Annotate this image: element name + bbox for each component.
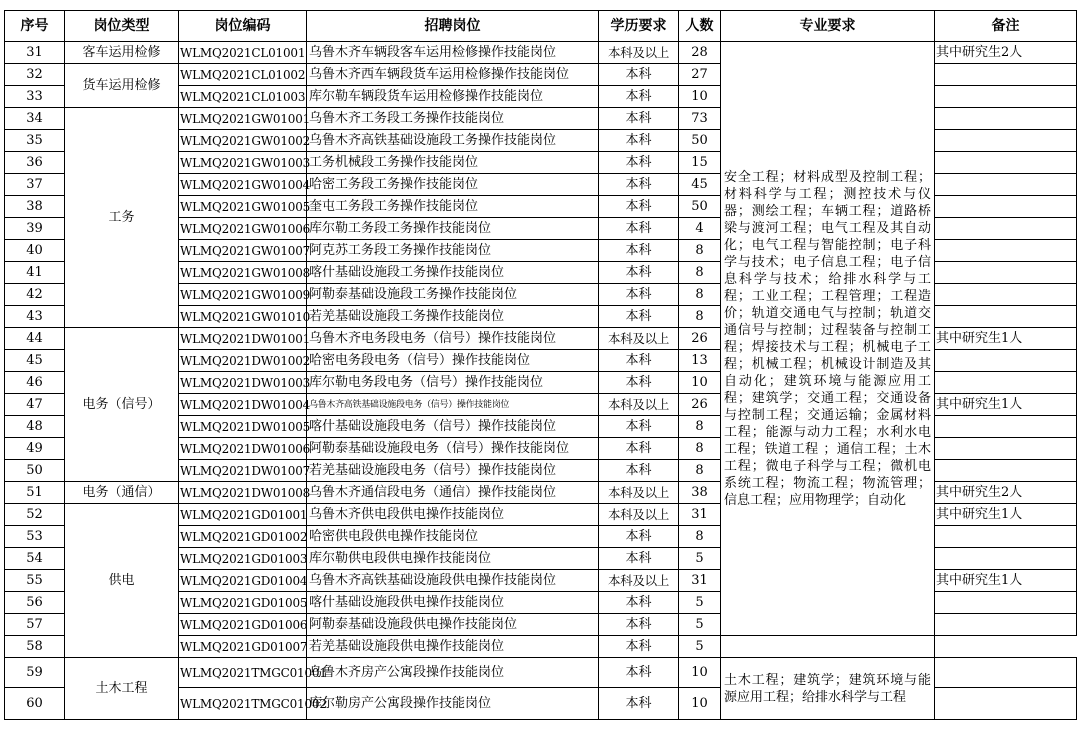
cell-post: 哈密电务段电务（信号）操作技能岗位 bbox=[307, 350, 599, 372]
cell-post: 库尔勒工务段工务操作技能岗位 bbox=[307, 218, 599, 240]
major-civil-text: 土木工程；建筑学；建筑环境与能源应用工程；给排水科学与工程 bbox=[724, 672, 931, 705]
cell-edu: 本科 bbox=[599, 592, 679, 614]
cell-note bbox=[935, 174, 1077, 196]
cell-code: WLMQ2021GW01010 bbox=[179, 306, 307, 328]
cell-post: 哈密供电段供电操作技能岗位 bbox=[307, 526, 599, 548]
cell-code: WLMQ2021DW01001 bbox=[179, 328, 307, 350]
cell-post: 阿勒泰基础设施段工务操作技能岗位 bbox=[307, 284, 599, 306]
cell-count: 10 bbox=[679, 86, 721, 108]
cell-count: 10 bbox=[679, 372, 721, 394]
header-count: 人数 bbox=[679, 11, 721, 42]
cell-count: 31 bbox=[679, 570, 721, 592]
cell-edu: 本科 bbox=[599, 218, 679, 240]
cell-count: 5 bbox=[679, 592, 721, 614]
cell-code: WLMQ2021GW01002 bbox=[179, 130, 307, 152]
cell-code: WLMQ2021GD01003 bbox=[179, 548, 307, 570]
cell-type: 客车运用检修 bbox=[65, 42, 179, 64]
cell-count: 10 bbox=[679, 688, 721, 720]
cell-seq: 32 bbox=[5, 64, 65, 86]
cell-seq: 33 bbox=[5, 86, 65, 108]
cell-count: 10 bbox=[679, 658, 721, 688]
cell-code: WLMQ2021TMGC01002 bbox=[179, 688, 307, 720]
cell-seq: 59 bbox=[5, 658, 65, 688]
cell-edu: 本科及以上 bbox=[599, 394, 679, 416]
cell-count: 73 bbox=[679, 108, 721, 130]
cell-post: 哈密工务段工务操作技能岗位 bbox=[307, 174, 599, 196]
cell-seq: 53 bbox=[5, 526, 65, 548]
cell-code: WLMQ2021GW01008 bbox=[179, 262, 307, 284]
cell-seq: 36 bbox=[5, 152, 65, 174]
cell-edu: 本科及以上 bbox=[599, 42, 679, 64]
cell-code: WLMQ2021GW01007 bbox=[179, 240, 307, 262]
cell-code: WLMQ2021DW01006 bbox=[179, 438, 307, 460]
cell-code: WLMQ2021GW01009 bbox=[179, 284, 307, 306]
cell-code: WLMQ2021GW01001 bbox=[179, 108, 307, 130]
cell-note bbox=[935, 152, 1077, 174]
cell-post: 喀什基础设施段工务操作技能岗位 bbox=[307, 262, 599, 284]
cell-seq: 49 bbox=[5, 438, 65, 460]
header-code: 岗位编码 bbox=[179, 11, 307, 42]
cell-note: 其中研究生1人 bbox=[935, 570, 1077, 592]
cell-note bbox=[935, 614, 1077, 636]
cell-count: 50 bbox=[679, 130, 721, 152]
header-type: 岗位类型 bbox=[65, 11, 179, 42]
cell-count: 4 bbox=[679, 218, 721, 240]
cell-post: 乌鲁木齐工务段工务操作技能岗位 bbox=[307, 108, 599, 130]
cell-edu: 本科 bbox=[599, 372, 679, 394]
cell-post: 乌鲁木齐高铁基础设施段供电操作技能岗位 bbox=[307, 570, 599, 592]
cell-count: 8 bbox=[679, 306, 721, 328]
cell-note bbox=[935, 460, 1077, 482]
cell-type: 电务（信号） bbox=[65, 328, 179, 482]
cell-post: 乌鲁木齐电务段电务（信号）操作技能岗位 bbox=[307, 328, 599, 350]
cell-count: 15 bbox=[679, 152, 721, 174]
cell-code: WLMQ2021GW01005 bbox=[179, 196, 307, 218]
cell-post: 库尔勒电务段电务（信号）操作技能岗位 bbox=[307, 372, 599, 394]
cell-seq: 42 bbox=[5, 284, 65, 306]
cell-count: 8 bbox=[679, 284, 721, 306]
cell-post: 喀什基础设施段供电操作技能岗位 bbox=[307, 592, 599, 614]
cell-post: 库尔勒车辆段货车运用检修操作技能岗位 bbox=[307, 86, 599, 108]
cell-note: 其中研究生2人 bbox=[935, 482, 1077, 504]
cell-seq: 38 bbox=[5, 196, 65, 218]
cell-seq: 52 bbox=[5, 504, 65, 526]
cell-code: WLMQ2021DW01002 bbox=[179, 350, 307, 372]
cell-edu: 本科 bbox=[599, 196, 679, 218]
cell-edu: 本科 bbox=[599, 240, 679, 262]
cell-note bbox=[935, 548, 1077, 570]
cell-edu: 本科 bbox=[599, 262, 679, 284]
cell-code: WLMQ2021DW01005 bbox=[179, 416, 307, 438]
cell-note bbox=[935, 86, 1077, 108]
cell-type: 工务 bbox=[65, 108, 179, 328]
cell-post: 乌鲁木齐供电段供电操作技能岗位 bbox=[307, 504, 599, 526]
cell-edu: 本科 bbox=[599, 548, 679, 570]
header-edu: 学历要求 bbox=[599, 11, 679, 42]
cell-post: 喀什基础设施段电务（信号）操作技能岗位 bbox=[307, 416, 599, 438]
cell-seq: 47 bbox=[5, 394, 65, 416]
cell-post: 阿克苏工务段工务操作技能岗位 bbox=[307, 240, 599, 262]
cell-post: 库尔勒房产公寓段操作技能岗位 bbox=[307, 688, 599, 720]
cell-note bbox=[935, 64, 1077, 86]
cell-count: 8 bbox=[679, 240, 721, 262]
cell-seq: 35 bbox=[5, 130, 65, 152]
cell-edu: 本科 bbox=[599, 688, 679, 720]
cell-seq: 50 bbox=[5, 460, 65, 482]
cell-post: 乌鲁木齐房产公寓段操作技能岗位 bbox=[307, 658, 599, 688]
header-note: 备注 bbox=[935, 11, 1077, 42]
cell-count: 38 bbox=[679, 482, 721, 504]
cell-note bbox=[935, 526, 1077, 548]
cell-code: WLMQ2021GD01007 bbox=[179, 636, 307, 658]
cell-note: 其中研究生1人 bbox=[935, 328, 1077, 350]
cell-note bbox=[935, 438, 1077, 460]
cell-note bbox=[935, 240, 1077, 262]
cell-seq: 55 bbox=[5, 570, 65, 592]
cell-count: 5 bbox=[679, 636, 721, 658]
cell-edu: 本科 bbox=[599, 438, 679, 460]
cell-major-civil bbox=[721, 658, 935, 720]
cell-edu: 本科 bbox=[599, 350, 679, 372]
cell-count: 8 bbox=[679, 438, 721, 460]
cell-note bbox=[935, 416, 1077, 438]
cell-edu: 本科 bbox=[599, 416, 679, 438]
cell-type: 货车运用检修 bbox=[65, 64, 179, 108]
cell-post: 乌鲁木齐车辆段客车运用检修操作技能岗位 bbox=[307, 42, 599, 64]
cell-note: 其中研究生1人 bbox=[935, 504, 1077, 526]
cell-code: WLMQ2021GW01003 bbox=[179, 152, 307, 174]
cell-note: 其中研究生1人 bbox=[935, 394, 1077, 416]
cell-post: 工务机械段工务操作技能岗位 bbox=[307, 152, 599, 174]
cell-note bbox=[935, 218, 1077, 240]
cell-count: 8 bbox=[679, 460, 721, 482]
cell-code: WLMQ2021GD01002 bbox=[179, 526, 307, 548]
cell-seq: 58 bbox=[5, 636, 65, 658]
cell-note bbox=[935, 196, 1077, 218]
cell-count: 8 bbox=[679, 416, 721, 438]
cell-note bbox=[935, 284, 1077, 306]
recruitment-table bbox=[4, 10, 1077, 720]
cell-post: 乌鲁木齐高铁基础设施段工务操作技能岗位 bbox=[307, 130, 599, 152]
cell-seq: 48 bbox=[5, 416, 65, 438]
cell-edu: 本科 bbox=[599, 86, 679, 108]
cell-count: 5 bbox=[679, 614, 721, 636]
cell-count: 26 bbox=[679, 328, 721, 350]
recruitment-table-wrapper bbox=[4, 10, 1076, 720]
cell-seq: 44 bbox=[5, 328, 65, 350]
cell-note bbox=[935, 108, 1077, 130]
cell-seq: 46 bbox=[5, 372, 65, 394]
cell-note bbox=[935, 658, 1077, 688]
cell-post: 若羌基础设施段工务操作技能岗位 bbox=[307, 306, 599, 328]
cell-count: 26 bbox=[679, 394, 721, 416]
cell-edu: 本科 bbox=[599, 460, 679, 482]
cell-edu: 本科 bbox=[599, 658, 679, 688]
cell-seq: 60 bbox=[5, 688, 65, 720]
cell-code: WLMQ2021GD01005 bbox=[179, 592, 307, 614]
cell-post: 乌鲁木齐西车辆段货车运用检修操作技能岗位 bbox=[307, 64, 599, 86]
cell-post: 奎屯工务段工务操作技能岗位 bbox=[307, 196, 599, 218]
cell-edu: 本科 bbox=[599, 306, 679, 328]
header-major: 专业要求 bbox=[721, 11, 935, 42]
cell-code: WLMQ2021CL01003 bbox=[179, 86, 307, 108]
cell-post: 若羌基础设施段供电操作技能岗位 bbox=[307, 636, 599, 658]
cell-note bbox=[721, 636, 935, 658]
cell-note bbox=[935, 372, 1077, 394]
cell-post: 乌鲁木齐高铁基础设施段电务（信号）操作技能岗位 bbox=[307, 394, 599, 416]
cell-edu: 本科 bbox=[599, 152, 679, 174]
cell-edu: 本科 bbox=[599, 108, 679, 130]
cell-count: 28 bbox=[679, 42, 721, 64]
cell-count: 13 bbox=[679, 350, 721, 372]
cell-note bbox=[935, 688, 1077, 720]
cell-note bbox=[935, 262, 1077, 284]
cell-count: 8 bbox=[679, 526, 721, 548]
cell-type: 电务（通信） bbox=[65, 482, 179, 504]
cell-code: WLMQ2021TMGC01001 bbox=[179, 658, 307, 688]
table-row bbox=[5, 42, 1077, 64]
cell-edu: 本科 bbox=[599, 526, 679, 548]
major-main-text: 安全工程；材料成型及控制工程；材料科学与工程；测控技术与仪器；测绘工程；车辆工程；道路桥梁与渡河工程；电气工程及其自动化；电气工程与智能控制；电子科学与技术；电子信息工程；电子信息科学与技术；给排水科学与工程；工业工程；工程管理；工程造价；轨道交通电气与控制；轨道交通信号与控制；过程装备与控制工程；焊接技术与工程；机械电子工程；机械工程；机械设计制造及其自动化；建筑环境与能源应用工程；建筑学；交通工程；交通设备与控制工程；交通运输；金属材料工程；能源与动力工程；水利水电工程；铁道工程 ；通信工程；土木工程；微电子科学与工程；微机电系统工程；物流工程；物流管理；信息工程；应用物理学；自动化 bbox=[724, 169, 931, 508]
header-post: 招聘岗位 bbox=[307, 11, 599, 42]
cell-code: WLMQ2021GD01006 bbox=[179, 614, 307, 636]
cell-edu: 本科及以上 bbox=[599, 570, 679, 592]
cell-code: WLMQ2021GW01006 bbox=[179, 218, 307, 240]
cell-edu: 本科 bbox=[599, 636, 679, 658]
cell-seq: 31 bbox=[5, 42, 65, 64]
cell-note bbox=[935, 350, 1077, 372]
cell-seq: 37 bbox=[5, 174, 65, 196]
cell-edu: 本科及以上 bbox=[599, 482, 679, 504]
table-row bbox=[5, 658, 1077, 688]
cell-seq: 34 bbox=[5, 108, 65, 130]
cell-code: WLMQ2021CL01001 bbox=[179, 42, 307, 64]
cell-seq: 40 bbox=[5, 240, 65, 262]
cell-code: WLMQ2021GD01004 bbox=[179, 570, 307, 592]
cell-seq: 54 bbox=[5, 548, 65, 570]
cell-code: WLMQ2021GW01004 bbox=[179, 174, 307, 196]
cell-seq: 43 bbox=[5, 306, 65, 328]
cell-code: WLMQ2021DW01007 bbox=[179, 460, 307, 482]
cell-post: 阿勒泰基础设施段供电操作技能岗位 bbox=[307, 614, 599, 636]
cell-note: 其中研究生2人 bbox=[935, 42, 1077, 64]
cell-count: 27 bbox=[679, 64, 721, 86]
cell-count: 31 bbox=[679, 504, 721, 526]
cell-code: WLMQ2021GD01001 bbox=[179, 504, 307, 526]
cell-type: 土木工程 bbox=[65, 658, 179, 720]
cell-seq: 45 bbox=[5, 350, 65, 372]
cell-code: WLMQ2021DW01008 bbox=[179, 482, 307, 504]
cell-seq: 56 bbox=[5, 592, 65, 614]
cell-count: 8 bbox=[679, 262, 721, 284]
cell-code: WLMQ2021DW01004 bbox=[179, 394, 307, 416]
cell-edu: 本科及以上 bbox=[599, 328, 679, 350]
header-row bbox=[5, 11, 1077, 42]
cell-seq: 51 bbox=[5, 482, 65, 504]
cell-note bbox=[935, 306, 1077, 328]
cell-note bbox=[935, 592, 1077, 614]
cell-edu: 本科 bbox=[599, 64, 679, 86]
cell-code: WLMQ2021CL01002 bbox=[179, 64, 307, 86]
cell-post: 库尔勒供电段供电操作技能岗位 bbox=[307, 548, 599, 570]
cell-post: 阿勒泰基础设施段电务（信号）操作技能岗位 bbox=[307, 438, 599, 460]
cell-post: 若羌基础设施段电务（信号）操作技能岗位 bbox=[307, 460, 599, 482]
cell-major-main bbox=[721, 42, 935, 636]
cell-seq: 39 bbox=[5, 218, 65, 240]
cell-seq: 41 bbox=[5, 262, 65, 284]
header-seq: 序号 bbox=[5, 11, 65, 42]
cell-post: 乌鲁木齐通信段电务（通信）操作技能岗位 bbox=[307, 482, 599, 504]
cell-edu: 本科 bbox=[599, 174, 679, 196]
cell-count: 45 bbox=[679, 174, 721, 196]
cell-edu: 本科 bbox=[599, 130, 679, 152]
cell-edu: 本科 bbox=[599, 284, 679, 306]
cell-edu: 本科 bbox=[599, 614, 679, 636]
cell-seq: 57 bbox=[5, 614, 65, 636]
cell-code: WLMQ2021DW01003 bbox=[179, 372, 307, 394]
cell-count: 50 bbox=[679, 196, 721, 218]
cell-count: 5 bbox=[679, 548, 721, 570]
cell-note bbox=[935, 130, 1077, 152]
cell-type: 供电 bbox=[65, 504, 179, 658]
cell-edu: 本科及以上 bbox=[599, 504, 679, 526]
